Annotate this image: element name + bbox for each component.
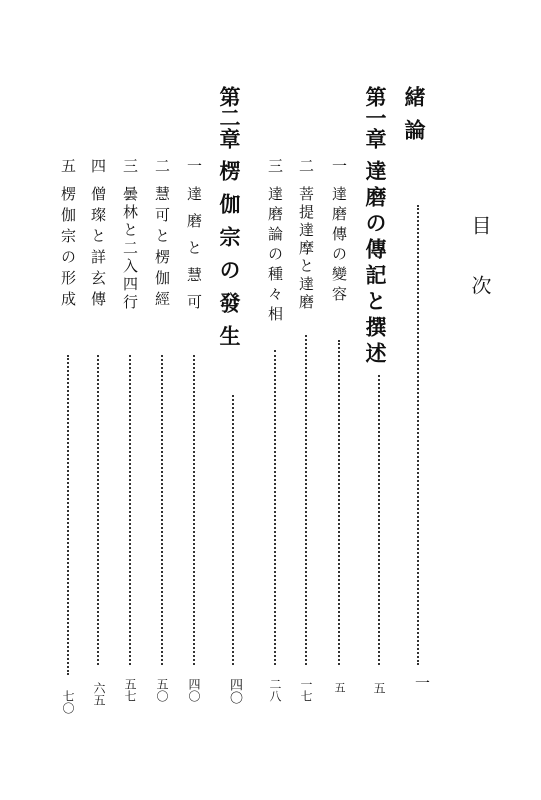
- toc-page-number: 六五: [92, 682, 106, 706]
- section-2-2-number: 二: [153, 158, 171, 173]
- toc-page-number: 四〇: [187, 678, 201, 702]
- chapter-1-title: 達磨の傳記と撰述: [363, 160, 388, 368]
- section-2-1-number: 一: [185, 158, 203, 173]
- section-2-2-title: 慧可と楞伽經: [153, 186, 171, 312]
- section-1-3-number: 三: [266, 158, 284, 173]
- toc-leader: [129, 355, 131, 665]
- toc-page-number: 二八: [268, 678, 282, 702]
- toc-page-number: 一七: [299, 678, 313, 702]
- toc-page-number: 一: [413, 675, 431, 690]
- toc-page-number: 五: [372, 682, 386, 694]
- toc-leader: [274, 350, 276, 665]
- toc-page-number: 五〇: [155, 678, 169, 702]
- section-2-4-number: 四: [89, 158, 107, 173]
- toc-leader: [305, 335, 307, 665]
- section-1-1-title: 達磨傳の變容: [330, 186, 348, 306]
- section-2-5-title: 楞伽宗の形成: [59, 186, 77, 312]
- section-2-3-title: 曇林と二入四行: [121, 186, 139, 312]
- toc-leader: [232, 395, 234, 665]
- toc-leader: [67, 355, 69, 675]
- section-1-3-title: 達磨論の種々相: [266, 186, 284, 326]
- section-2-4-title: 僧璨と詳玄傳: [89, 186, 107, 312]
- section-2-1-title: 達磨と慧可: [185, 186, 203, 321]
- toc-leader: [161, 355, 163, 665]
- toc-page-number: 四〇: [227, 678, 242, 704]
- section-1-2-title: 菩提達摩と達磨: [297, 186, 315, 312]
- toc-page-number: 五七: [123, 678, 137, 702]
- toc-page-number: 五: [333, 682, 346, 693]
- toc-leader: [378, 375, 380, 665]
- section-2-3-number: 三: [121, 158, 139, 173]
- toc-entry-joron-label: 緒論: [402, 86, 427, 152]
- toc-leader: [193, 355, 195, 665]
- toc-leader: [417, 205, 419, 665]
- page-title: 目次: [468, 215, 492, 335]
- chapter-2-title: 楞伽宗の發生: [217, 160, 242, 358]
- chapter-1-label: 第一章: [363, 86, 388, 149]
- section-1-2-number: 二: [297, 158, 315, 173]
- toc-leader: [97, 355, 99, 665]
- toc-page-number: 七〇: [61, 690, 75, 714]
- toc-leader: [338, 340, 340, 665]
- section-2-5-number: 五: [59, 158, 77, 173]
- chapter-2-label: 第二章: [217, 86, 242, 149]
- section-1-1-number: 一: [330, 158, 348, 173]
